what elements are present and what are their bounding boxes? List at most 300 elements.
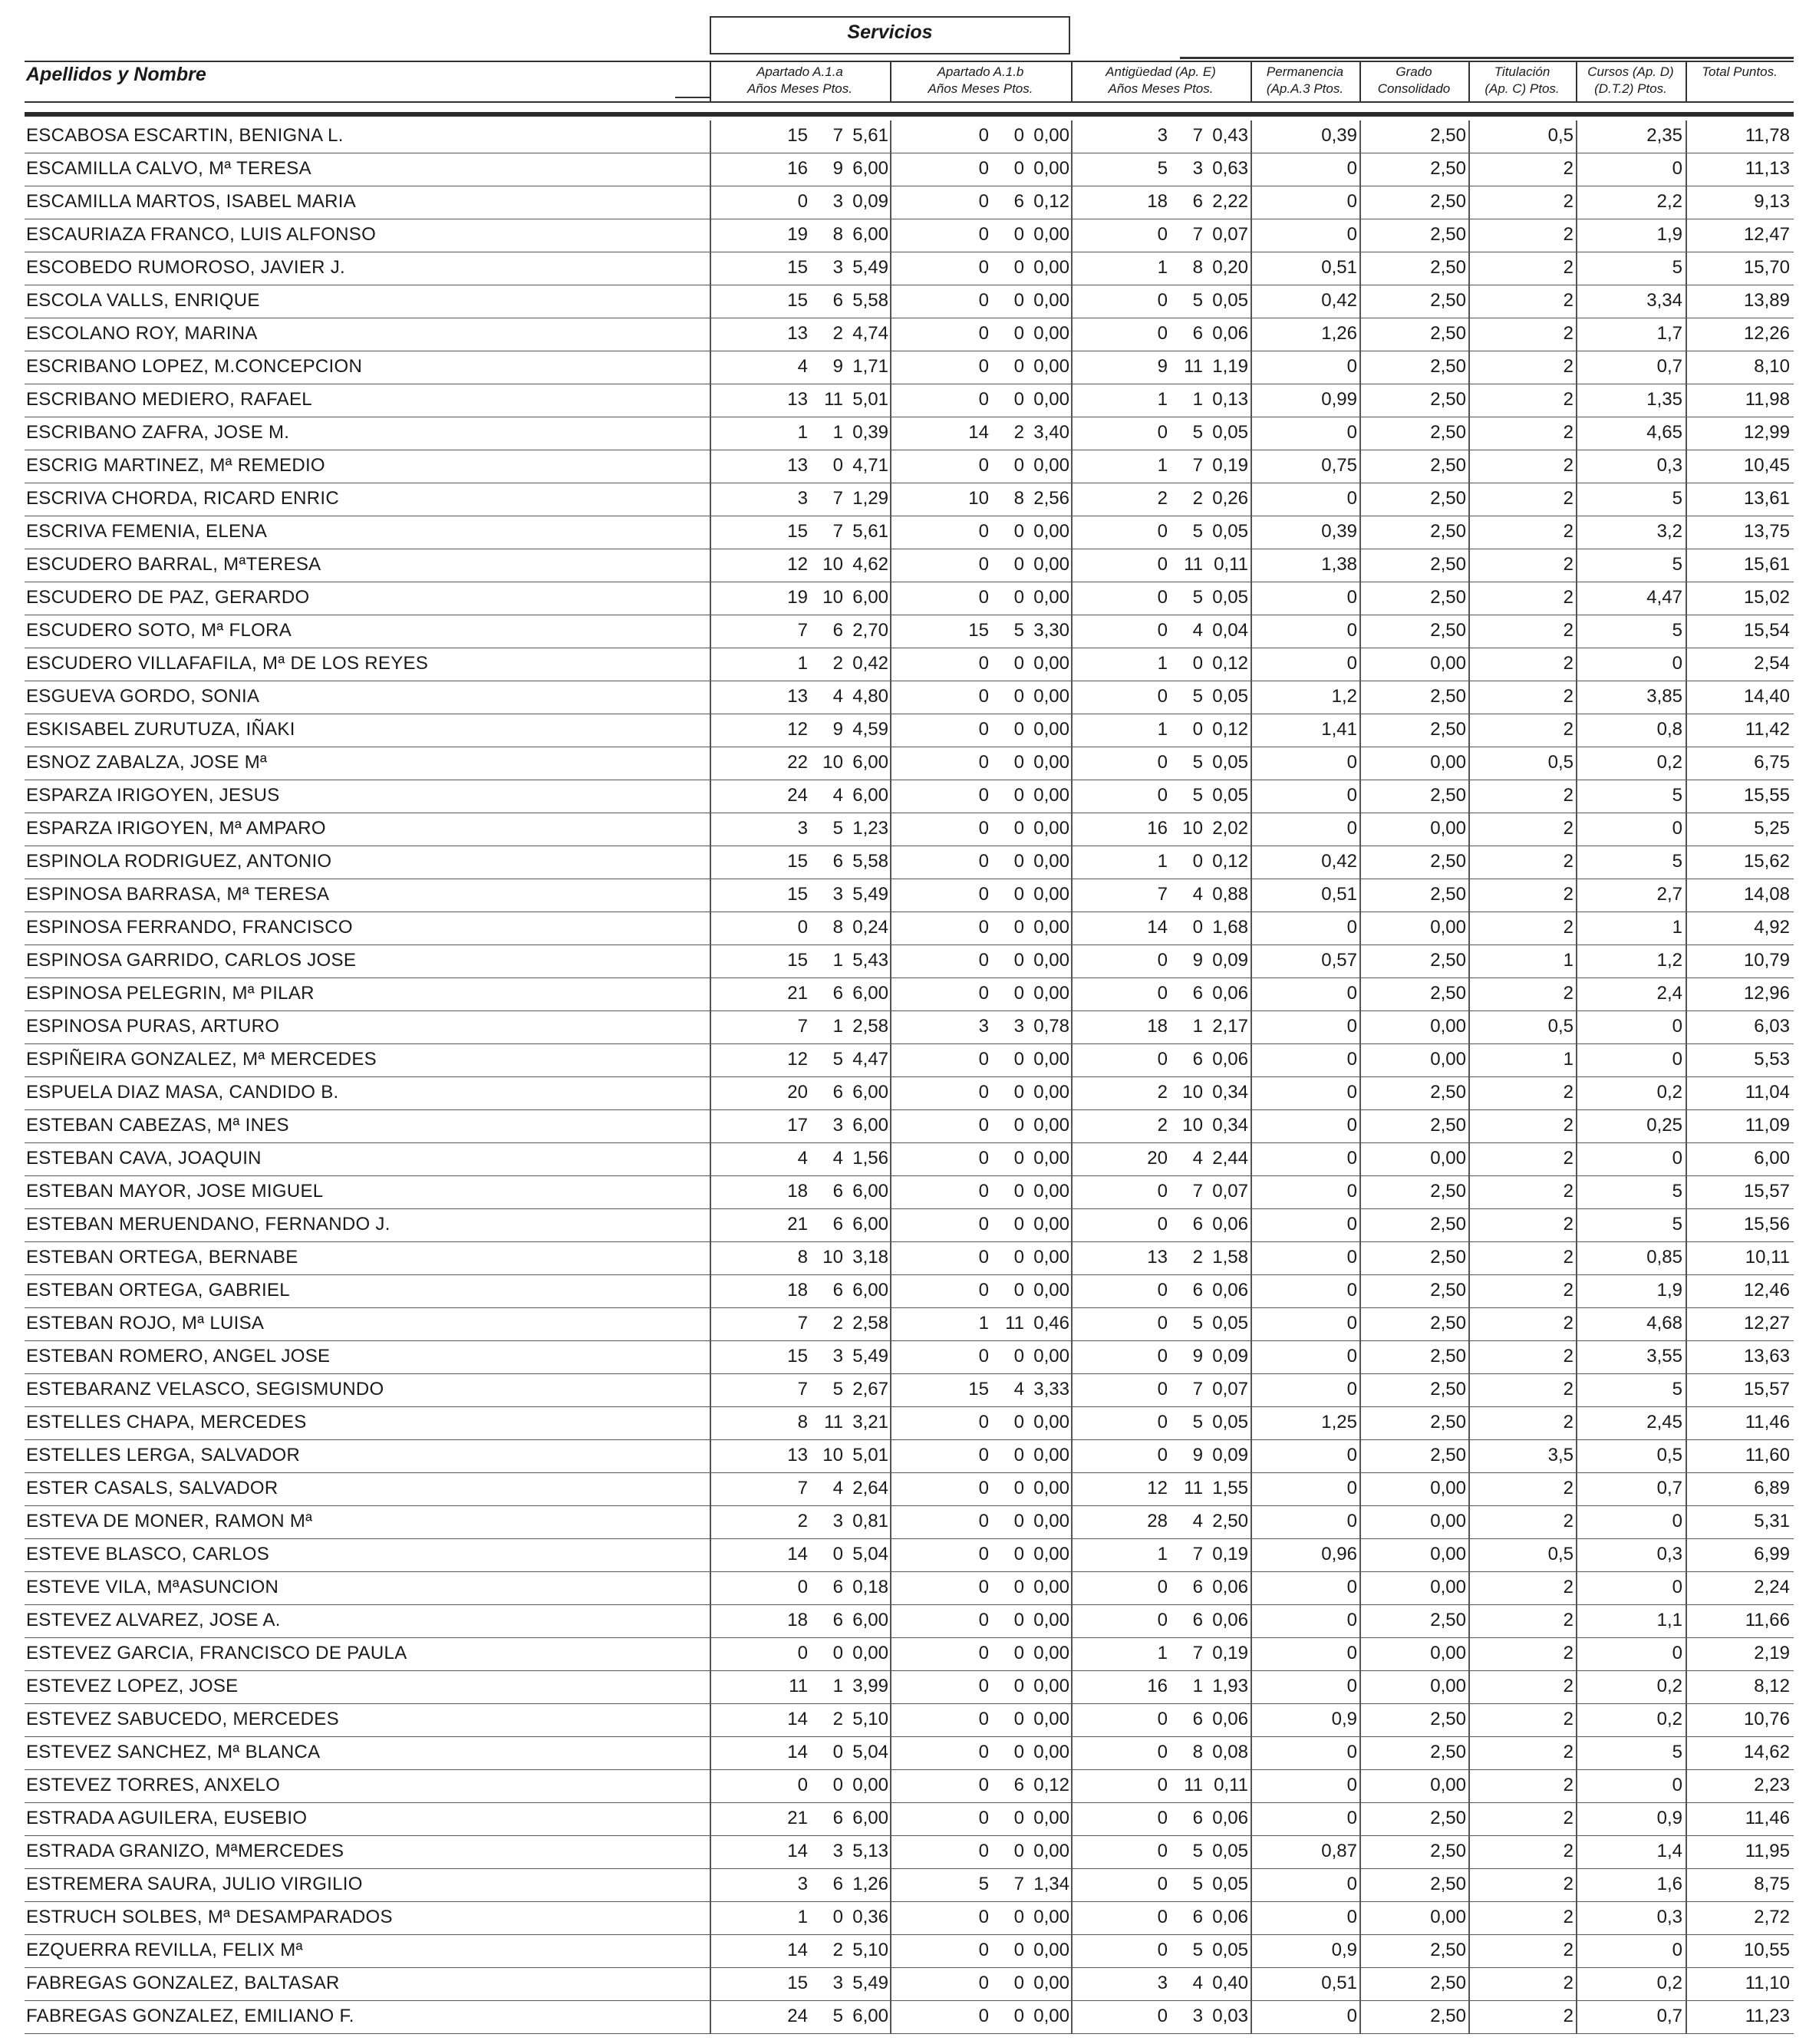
cell-value: 0 (1013, 884, 1024, 905)
cell-value: 0,00 (1430, 818, 1466, 839)
applicant-name: ESPINOSA PELEGRIN, Mª PILAR (26, 983, 315, 1004)
cell-value: 4 (797, 356, 808, 377)
cell-value: 0,00 (1033, 1643, 1069, 1663)
column-header-line2: Años Meses Ptos. (928, 81, 1033, 96)
cell-value: 0 (978, 851, 989, 872)
cell-value: 7 (832, 125, 843, 146)
cell-value: 2 (1563, 686, 1574, 707)
cell-value: 5,49 (852, 257, 888, 278)
cell-value: 8 (832, 224, 843, 245)
cell-value: 0 (1672, 818, 1682, 839)
cell-value: 2,35 (1646, 125, 1682, 146)
cell-value: 6 (1192, 1049, 1203, 1070)
cell-value: 0,00 (1033, 917, 1069, 938)
table-row (25, 450, 1794, 483)
cell-value: 2 (1192, 488, 1203, 509)
table-row (25, 978, 1794, 1011)
cell-value: 2 (1157, 1115, 1168, 1136)
table-row (25, 1110, 1794, 1143)
cell-value: 0,00 (1033, 752, 1069, 773)
cell-value: 2 (1563, 422, 1574, 443)
cell-value: 3 (1013, 1016, 1024, 1037)
cell-value: 0,12 (1212, 851, 1248, 872)
cell-value: 0 (1157, 1610, 1168, 1630)
cell-value: 0 (978, 587, 989, 608)
header-divider (25, 112, 1794, 117)
cell-value: 0,00 (1033, 785, 1069, 806)
cell-value: 0 (1013, 719, 1024, 740)
cell-value: 0 (978, 455, 989, 476)
cell-value: 0,00 (1033, 653, 1069, 674)
cell-value: 7 (832, 521, 843, 542)
column-divider (1071, 120, 1073, 2034)
cell-value: 4 (1192, 884, 1203, 905)
table-row (25, 1473, 1794, 1506)
cell-value: 5,13 (852, 1841, 888, 1861)
cell-value: 1,93 (1212, 1676, 1248, 1696)
cell-value: 0 (978, 1544, 989, 1564)
cell-value: 7 (1192, 1379, 1203, 1399)
cell-value: 0,00 (1033, 1808, 1069, 1828)
cell-value: 6 (1013, 191, 1024, 212)
cell-value: 22 (787, 752, 808, 773)
cell-value: 0 (1157, 1940, 1168, 1960)
cell-value: 3 (832, 257, 843, 278)
cell-value: 2 (797, 1511, 808, 1531)
cell-value: 1 (1563, 1049, 1574, 1070)
cell-value: 2 (1563, 356, 1574, 377)
cell-value: 0 (1346, 1313, 1357, 1334)
cell-value: 0,57 (1321, 950, 1357, 971)
cell-value: 0,00 (1033, 719, 1069, 740)
cell-value: 8 (797, 1412, 808, 1432)
cell-value: 10 (822, 752, 843, 773)
applicant-name: ESCUDERO BARRAL, MªTERESA (26, 554, 321, 575)
applicant-name: ESPINOSA BARRASA, Mª TERESA (26, 884, 330, 905)
applicant-name: ESTEBAN CAVA, JOAQUIN (26, 1148, 262, 1169)
table-row (25, 681, 1794, 714)
cell-value: 5,10 (852, 1709, 888, 1729)
cell-value: 0 (978, 1775, 989, 1795)
header-mid-rule (710, 61, 1794, 62)
table-row (25, 945, 1794, 978)
cell-value: 5,31 (1754, 1511, 1790, 1531)
cell-value: 4,47 (1646, 587, 1682, 608)
cell-value: 5 (978, 1874, 989, 1894)
table-row (25, 351, 1794, 384)
cell-value: 11,04 (1745, 1082, 1790, 1103)
cell-value: 0 (1013, 983, 1024, 1004)
cell-value: 5,43 (852, 950, 888, 971)
cell-value: 0 (1672, 1049, 1682, 1070)
table-row (25, 186, 1794, 219)
cell-value: 0,42 (1321, 290, 1357, 311)
cell-value: 0,00 (1430, 1775, 1466, 1795)
cell-value: 5 (1672, 620, 1682, 641)
table-row (25, 483, 1794, 516)
cell-value: 0 (832, 455, 843, 476)
cell-value: 6,00 (852, 158, 888, 179)
cell-value: 0,00 (1033, 125, 1069, 146)
cell-value: 2,50 (1430, 389, 1466, 410)
cell-value: 0 (1346, 587, 1357, 608)
applicant-name: ESTEVEZ SANCHEZ, Mª BLANCA (26, 1742, 321, 1762)
cell-value: 0,00 (1430, 1148, 1466, 1169)
cell-value: 2,23 (1754, 1775, 1790, 1795)
cell-value: 7 (797, 620, 808, 641)
cell-value: 6 (832, 1577, 843, 1597)
cell-value: 16 (1147, 818, 1168, 839)
cell-value: 0,06 (1212, 1808, 1248, 1828)
cell-value: 0 (1346, 158, 1357, 179)
applicant-name: ESTEVEZ SABUCEDO, MERCEDES (26, 1709, 339, 1729)
table-row (25, 120, 1794, 153)
applicant-name: ESTRADA AGUILERA, EUSEBIO (26, 1808, 308, 1828)
cell-value: 0,00 (852, 1643, 888, 1663)
cell-value: 0,05 (1212, 1412, 1248, 1432)
cell-value: 3,85 (1646, 686, 1682, 707)
cell-value: 5,61 (852, 125, 888, 146)
cell-value: 3 (1192, 2006, 1203, 2026)
cell-value: 11 (1184, 1478, 1203, 1498)
cell-value: 9 (1192, 1346, 1203, 1367)
applicant-name: ESTRUCH SOLBES, Mª DESAMPARADOS (26, 1907, 393, 1927)
cell-value: 9 (832, 356, 843, 377)
cell-value: 5,53 (1754, 1049, 1790, 1070)
cell-value: 2,50 (1430, 224, 1466, 245)
cell-value: 7 (1192, 125, 1203, 146)
cell-value: 6 (832, 290, 843, 311)
cell-value: 0 (1157, 554, 1168, 575)
cell-value: 13 (787, 455, 808, 476)
cell-value: 0 (1157, 1874, 1168, 1894)
cell-value: 0,13 (1212, 389, 1248, 410)
cell-value: 0,06 (1212, 1709, 1248, 1729)
cell-value: 0,00 (1430, 1016, 1466, 1037)
cell-value: 0 (1013, 1907, 1024, 1927)
cell-value: 15 (787, 257, 808, 278)
cell-value: 0 (1157, 1445, 1168, 1465)
cell-value: 7 (1157, 884, 1168, 905)
cell-value: 6,00 (852, 587, 888, 608)
cell-value: 5 (1672, 488, 1682, 509)
cell-value: 0 (978, 554, 989, 575)
cell-value: 0 (1346, 1346, 1357, 1367)
table-row (25, 1836, 1794, 1869)
cell-value: 0 (978, 1082, 989, 1103)
cell-value: 1,9 (1656, 224, 1682, 245)
cell-value: 11 (824, 1412, 843, 1432)
cell-value: 0 (1192, 719, 1203, 740)
cell-value: 2 (1563, 1115, 1574, 1136)
cell-value: 10 (1182, 818, 1203, 839)
cell-value: 2,50 (1430, 983, 1466, 1004)
column-divider (890, 120, 891, 2034)
cell-value: 0 (978, 389, 989, 410)
column-header-line2: (Ap. C) Ptos. (1485, 81, 1560, 96)
cell-value: 3 (1192, 158, 1203, 179)
cell-value: 0 (1013, 1841, 1024, 1861)
cell-value: 0 (978, 1676, 989, 1696)
cell-value: 11 (1184, 356, 1203, 377)
cell-value: 0 (978, 1247, 989, 1268)
cell-value: 2 (1563, 851, 1574, 872)
cell-value: 2,50 (1430, 1181, 1466, 1202)
applicant-name: ESTEVA DE MONER, RAMON Mª (26, 1511, 313, 1531)
cell-value: 0,51 (1321, 1973, 1357, 1993)
applicant-name: ESKISABEL ZURUTUZA, IÑAKI (26, 719, 295, 740)
cell-value: 2,50 (1430, 1445, 1466, 1465)
cell-value: 0,3 (1656, 455, 1682, 476)
cell-value: 11,42 (1745, 719, 1790, 740)
cell-value: 0 (1157, 686, 1168, 707)
cell-value: 2 (1563, 1181, 1574, 1202)
header-top-rule-right (1180, 57, 1794, 59)
cell-value: 5,01 (852, 389, 888, 410)
cell-value: 10 (822, 1247, 843, 1268)
cell-value: 2,50 (1430, 158, 1466, 179)
cell-value: 21 (787, 983, 808, 1004)
cell-value: 2 (1563, 389, 1574, 410)
cell-value: 0 (1157, 1181, 1168, 1202)
cell-value: 0 (978, 1940, 989, 1960)
applicant-name: ESTER CASALS, SALVADOR (26, 1478, 278, 1498)
cell-value: 5 (1192, 521, 1203, 542)
table-row (25, 1770, 1794, 1803)
cell-value: 15 (787, 290, 808, 311)
cell-value: 0,78 (1033, 1016, 1069, 1037)
cell-value: 0,00 (1033, 1940, 1069, 1960)
cell-value: 2,50 (1430, 1808, 1466, 1828)
cell-value: 0,00 (1033, 323, 1069, 344)
cell-value: 6 (832, 851, 843, 872)
cell-value: 12,47 (1743, 224, 1790, 245)
cell-value: 2 (1563, 1973, 1574, 1993)
cell-value: 2,50 (1212, 1511, 1248, 1531)
cell-value: 0 (1346, 1049, 1357, 1070)
applicant-name: ESTEVE VILA, MªASUNCION (26, 1577, 279, 1597)
cell-value: 16 (1147, 1676, 1168, 1696)
applicant-name: ESPARZA IRIGOYEN, Mª AMPARO (26, 818, 326, 839)
cell-value: 13 (787, 323, 808, 344)
cell-value: 0 (978, 785, 989, 806)
cell-value: 0 (978, 1280, 989, 1301)
cell-value: 0,00 (1033, 686, 1069, 707)
cell-value: 2 (1563, 2006, 1574, 2026)
cell-value: 15 (787, 950, 808, 971)
table-row (25, 879, 1794, 912)
cell-value: 0,87 (1321, 1841, 1357, 1861)
cell-value: 7 (1013, 1874, 1024, 1894)
cell-value: 1 (1157, 719, 1168, 740)
table-row (25, 1671, 1794, 1704)
cell-value: 14 (787, 1742, 808, 1762)
cell-value: 0 (1157, 323, 1168, 344)
cell-value: 0 (978, 983, 989, 1004)
cell-value: 2 (1563, 488, 1574, 509)
applicant-name: ESTEVEZ TORRES, ANXELO (26, 1775, 281, 1795)
cell-value: 0 (1013, 521, 1024, 542)
cell-value: 0,5 (1547, 752, 1574, 773)
cell-value: 3,33 (1033, 1379, 1069, 1399)
table-row (25, 813, 1794, 846)
cell-value: 2 (1563, 917, 1574, 938)
cell-value: 0,99 (1321, 389, 1357, 410)
cell-value: 0 (1013, 1181, 1024, 1202)
cell-value: 5 (1672, 785, 1682, 806)
cell-value: 0 (1013, 158, 1024, 179)
cell-value: 0,18 (852, 1577, 888, 1597)
cell-value: 2,50 (1430, 1940, 1466, 1960)
cell-value: 11 (789, 1676, 808, 1696)
cell-value: 6 (832, 620, 843, 641)
cell-value: 3,2 (1656, 521, 1682, 542)
cell-value: 3 (832, 1511, 843, 1531)
cell-value: 0,00 (1033, 1544, 1069, 1564)
applicant-name: ESTEBAN MAYOR, JOSE MIGUEL (26, 1181, 324, 1202)
cell-value: 2,50 (1430, 323, 1466, 344)
cell-value: 0,09 (852, 191, 888, 212)
cell-value: 13 (787, 389, 808, 410)
table-row (25, 1341, 1794, 1374)
cell-value: 0,00 (1430, 653, 1466, 674)
cell-value: 7 (797, 1313, 808, 1334)
cell-value: 2 (1563, 818, 1574, 839)
applicants-table (25, 120, 1794, 2034)
cell-value: 9 (832, 719, 843, 740)
cell-value: 0,46 (1033, 1313, 1069, 1334)
cell-value: 6,00 (852, 1082, 888, 1103)
cell-value: 2 (1563, 785, 1574, 806)
cell-value: 15,61 (1743, 554, 1790, 575)
table-row (25, 747, 1794, 780)
table-row (25, 615, 1794, 648)
cell-value: 6,00 (852, 1214, 888, 1235)
cell-value: 3 (978, 1016, 989, 1037)
table-row (25, 516, 1794, 549)
table-row (25, 1605, 1794, 1638)
cell-value: 0 (1346, 1181, 1357, 1202)
cell-value: 0,05 (1212, 1313, 1248, 1334)
cell-value: 2,50 (1430, 884, 1466, 905)
cell-value: 0 (1157, 521, 1168, 542)
cell-value: 0 (1346, 1874, 1357, 1894)
cell-value: 1 (1157, 389, 1168, 410)
cell-value: 0,06 (1212, 1577, 1248, 1597)
cell-value: 7 (1192, 1181, 1203, 1202)
cell-value: 1 (832, 1016, 843, 1037)
cell-value: 0 (978, 686, 989, 707)
cell-value: 12 (787, 719, 808, 740)
cell-value: 0,12 (1212, 653, 1248, 674)
cell-value: 15 (787, 884, 808, 905)
cell-value: 0 (1013, 1478, 1024, 1498)
cell-value: 6 (1192, 983, 1203, 1004)
cell-value: 0 (1192, 653, 1203, 674)
cell-value: 0 (1157, 1808, 1168, 1828)
cell-value: 0 (1346, 1907, 1357, 1927)
cell-value: 10,11 (1745, 1247, 1790, 1268)
cell-value: 0 (1013, 455, 1024, 476)
cell-value: 11,23 (1745, 2006, 1790, 2026)
cell-value: 0 (832, 1742, 843, 1762)
cell-value: 0,00 (1033, 1577, 1069, 1597)
cell-value: 9 (832, 158, 843, 179)
cell-value: 0 (1013, 1643, 1024, 1663)
cell-value: 7 (1192, 455, 1203, 476)
cell-value: 2 (1563, 257, 1574, 278)
cell-value: 0,07 (1212, 224, 1248, 245)
column-header-line2: Años Meses Ptos. (1108, 81, 1214, 96)
cell-value: 5 (1157, 158, 1168, 179)
cell-value: 0 (1672, 1775, 1682, 1795)
column-header-line1: Grado (1396, 64, 1432, 79)
cell-value: 0,12 (1033, 191, 1069, 212)
cell-value: 2,50 (1430, 521, 1466, 542)
cell-value: 7 (797, 1016, 808, 1037)
cell-value: 2 (1563, 719, 1574, 740)
cell-value: 0 (1672, 653, 1682, 674)
cell-value: 11 (1184, 1775, 1203, 1795)
cell-value: 2 (1563, 1148, 1574, 1169)
cell-value: 0,39 (852, 422, 888, 443)
cell-value: 3,5 (1547, 1445, 1574, 1465)
table-row (25, 1407, 1794, 1440)
applicant-name: ESTEVE BLASCO, CARLOS (26, 1544, 270, 1564)
cell-value: 0,00 (1430, 1049, 1466, 1070)
table-row (25, 1374, 1794, 1407)
table-row (25, 648, 1794, 681)
cell-value: 14 (787, 1709, 808, 1729)
table-row (25, 1011, 1794, 1044)
cell-value: 1 (1157, 653, 1168, 674)
cell-value: 6,00 (852, 1610, 888, 1630)
cell-value: 0,00 (1033, 950, 1069, 971)
cell-value: 5 (1192, 290, 1203, 311)
cell-value: 2,70 (852, 620, 888, 641)
cell-value: 0 (797, 1643, 808, 1663)
applicant-name: ESGUEVA GORDO, SONIA (26, 686, 260, 707)
column-header-3 (1251, 64, 1359, 97)
cell-value: 4 (1192, 1973, 1203, 1993)
cell-value: 2,50 (1430, 1280, 1466, 1301)
table-row (25, 1275, 1794, 1308)
cell-value: 2 (1563, 158, 1574, 179)
cell-value: 1 (1563, 950, 1574, 971)
cell-value: 0 (978, 1214, 989, 1235)
column-header-line2: (D.T.2) Ptos. (1594, 81, 1667, 96)
cell-value: 0 (1157, 620, 1168, 641)
cell-value: 0,7 (1656, 1478, 1682, 1498)
applicant-name: ESCRIBANO LOPEZ, M.CONCEPCION (26, 356, 363, 377)
table-row (25, 1638, 1794, 1671)
cell-value: 14,40 (1743, 686, 1790, 707)
cell-value: 0 (978, 1115, 989, 1136)
cell-value: 2 (1013, 422, 1024, 443)
cell-value: 1,1 (1656, 1610, 1682, 1630)
cell-value: 5 (1192, 587, 1203, 608)
cell-value: 0 (1672, 1643, 1682, 1663)
table-row (25, 1242, 1794, 1275)
cell-value: 4,65 (1646, 422, 1682, 443)
table-row (25, 1803, 1794, 1836)
cell-value: 2,50 (1430, 290, 1466, 311)
cell-value: 3,40 (1033, 422, 1069, 443)
cell-value: 2 (1563, 1214, 1574, 1235)
cell-value: 10,45 (1743, 455, 1790, 476)
cell-value: 0 (1013, 290, 1024, 311)
cell-value: 0 (1346, 1610, 1357, 1630)
